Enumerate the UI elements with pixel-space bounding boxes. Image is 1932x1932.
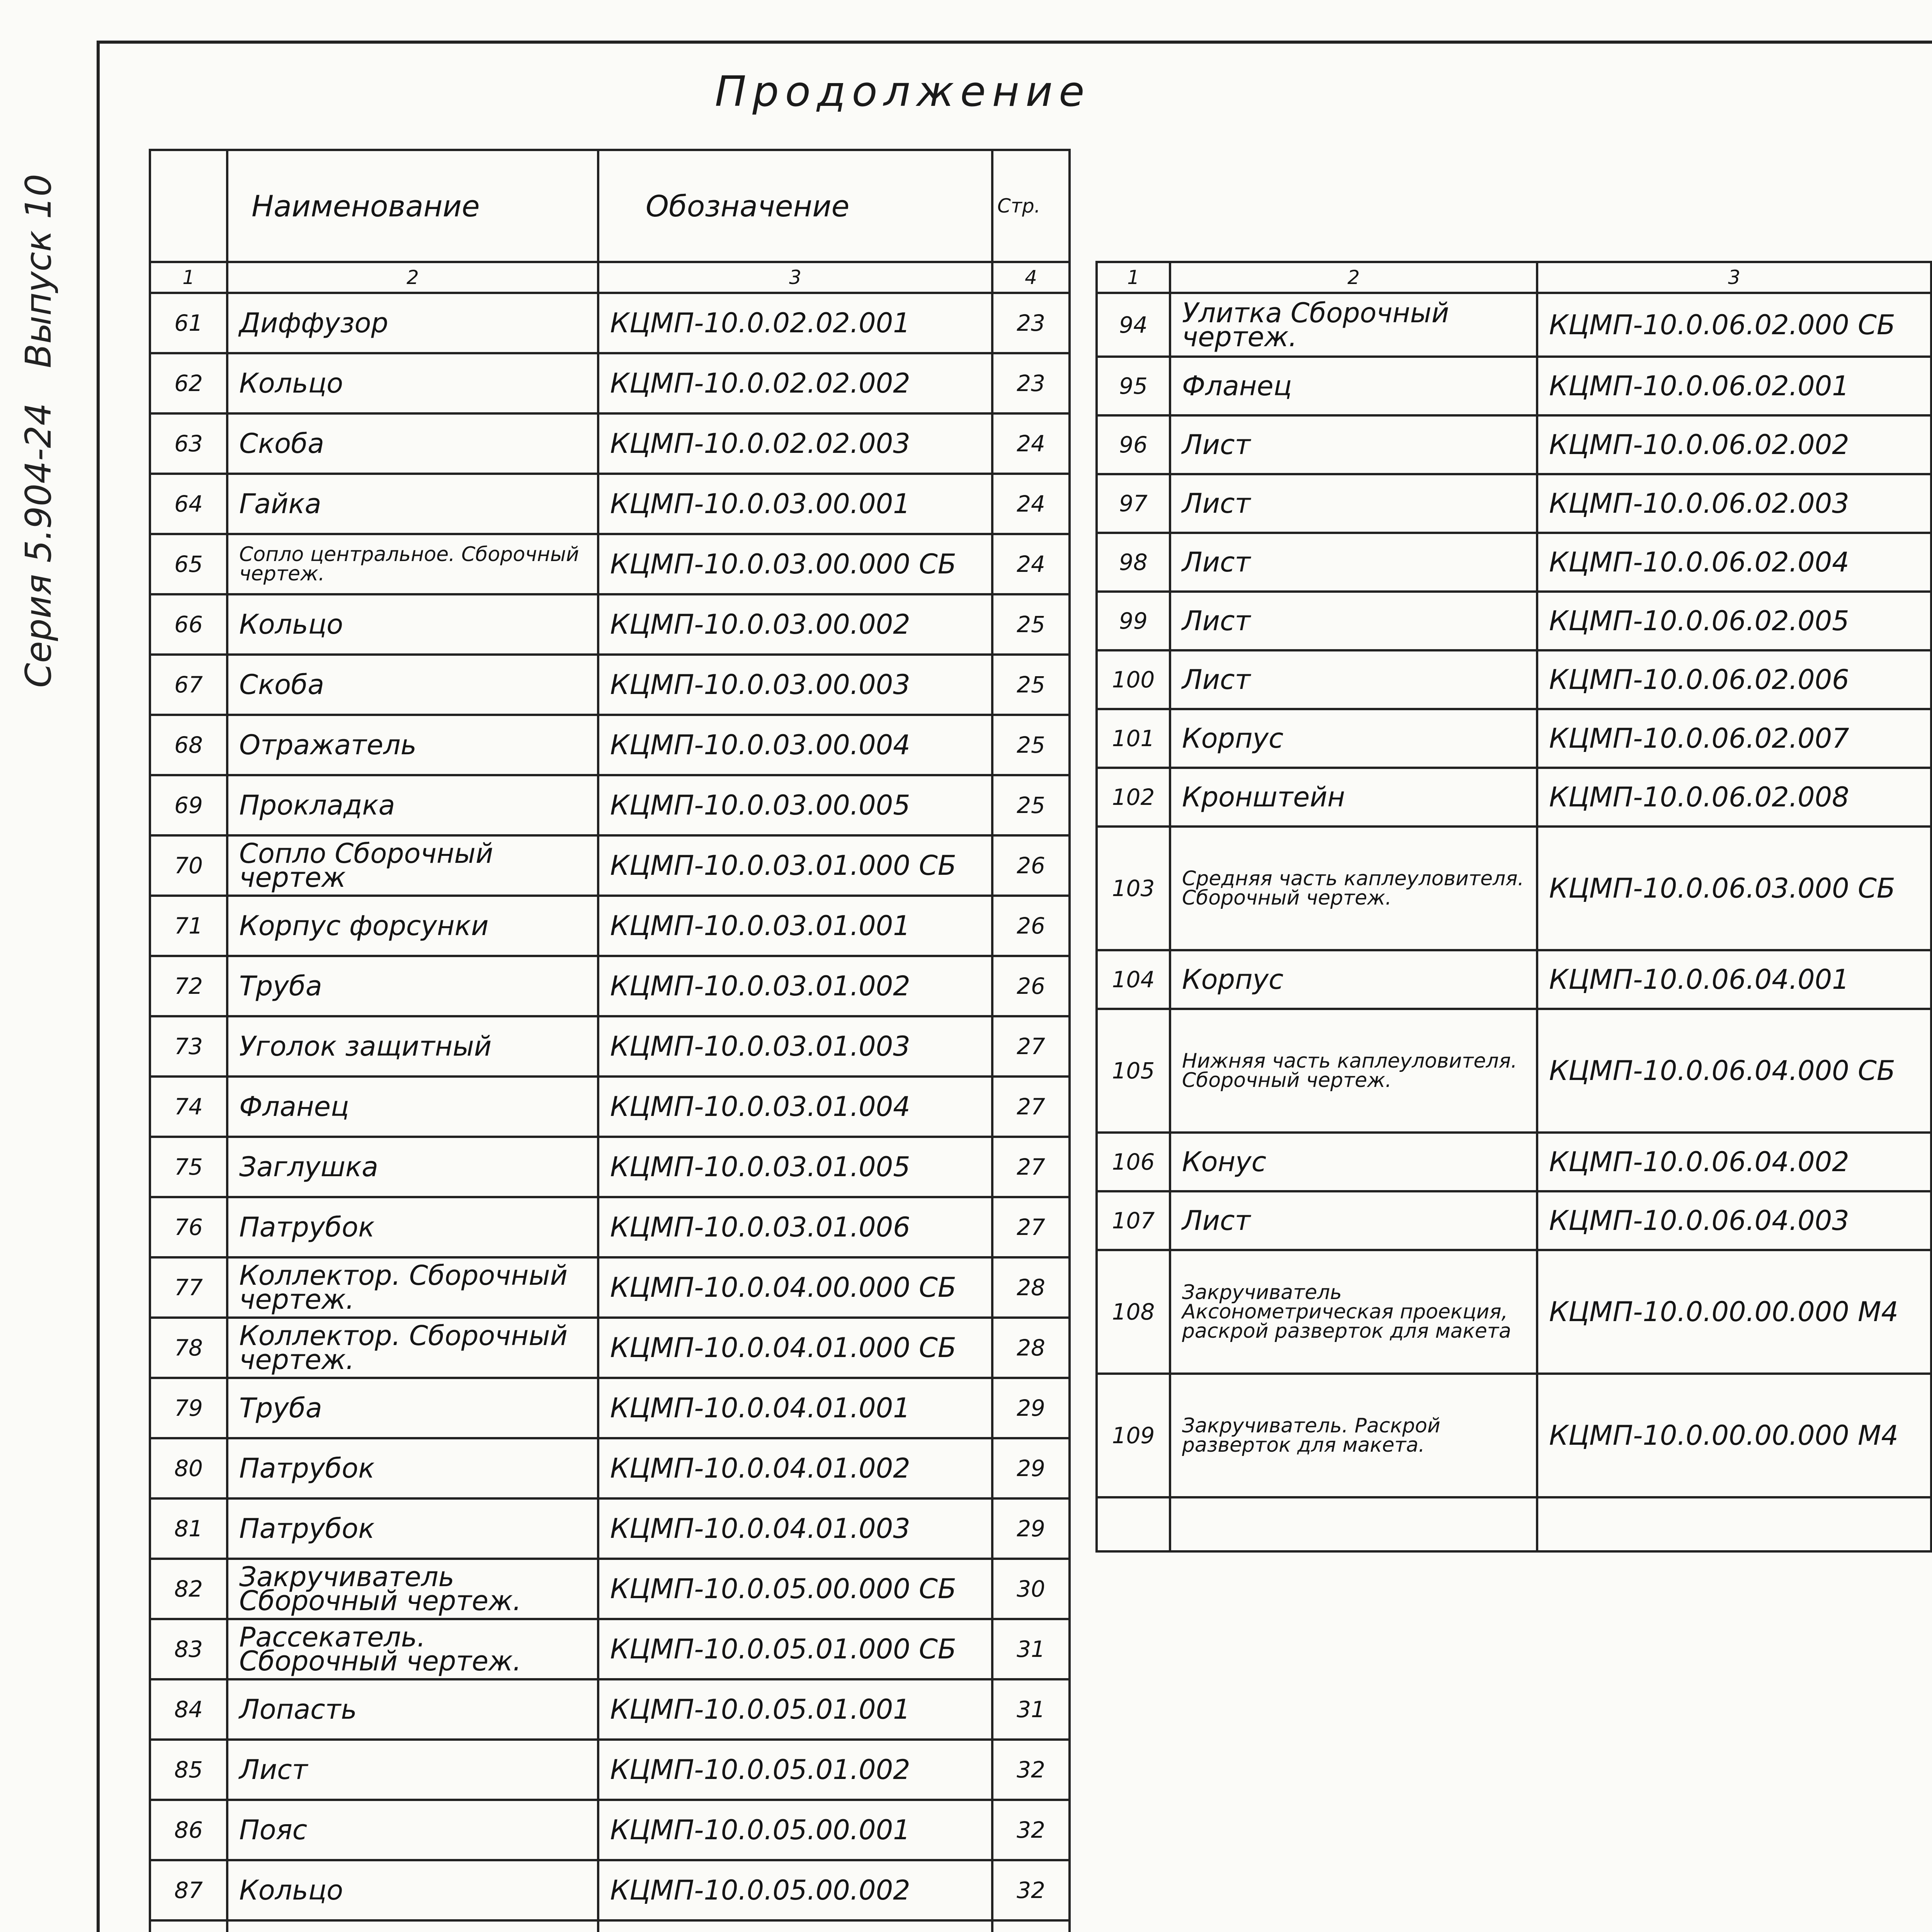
table-row xyxy=(150,413,1070,474)
row-name: Нижняя часть каплеуловителя. Сборочный чертеж. xyxy=(1170,1009,1537,1133)
row-position: 70 xyxy=(150,835,227,896)
row-sheet: 27 xyxy=(992,1137,1070,1197)
table-row xyxy=(150,1498,1070,1559)
row-position: 86 xyxy=(150,1800,227,1860)
row-name: Лист xyxy=(1170,650,1537,709)
row-designation: КЦМП-10.0.06.02.008 xyxy=(1537,768,1931,827)
column-number-row xyxy=(150,262,1070,293)
table-row xyxy=(150,956,1070,1016)
table-row xyxy=(1097,533,1932,592)
row-position: 79 xyxy=(150,1378,227,1438)
row-designation: КЦМП-10.0.05.00.002 xyxy=(598,1860,992,1920)
row-designation: КЦМП-10.0.06.02.001 xyxy=(1537,357,1931,415)
row-position: 63 xyxy=(150,413,227,474)
row-position: 106 xyxy=(1097,1133,1170,1191)
row-name: Кольцо xyxy=(227,594,598,655)
table-row xyxy=(150,1257,1070,1318)
row-sheet: 27 xyxy=(992,1077,1070,1137)
row-designation: КЦМП-10.0.05.01.001 xyxy=(598,1679,992,1740)
row-name: Кольцо xyxy=(227,1860,598,1920)
row-position: 95 xyxy=(1097,357,1170,415)
row-name: Сопло центральное. Сборочный чертеж. xyxy=(227,534,598,594)
row-position: 96 xyxy=(1097,415,1170,474)
row-position: 64 xyxy=(150,474,227,534)
row-designation: КЦМП-10.0.05.01.002 xyxy=(598,1740,992,1800)
table-row xyxy=(150,1619,1070,1679)
table-row xyxy=(150,1920,1070,1932)
row-designation: КЦМП-10.0.02.02.001 xyxy=(598,293,992,353)
table-row xyxy=(150,715,1070,775)
empty-row xyxy=(1097,1497,1932,1551)
row-position: 109 xyxy=(1097,1374,1170,1497)
row-name: Сопло Сборочный чертеж xyxy=(227,835,598,896)
row-sheet: 29 xyxy=(992,1498,1070,1559)
row-position: 85 xyxy=(150,1740,227,1800)
row-designation: КЦМП-10.0.04.01.003 xyxy=(598,1498,992,1559)
row-sheet: 27 xyxy=(992,1197,1070,1257)
row-sheet: 32 xyxy=(992,1740,1070,1800)
table-row xyxy=(150,1378,1070,1438)
table-row xyxy=(1097,1191,1932,1250)
table-row xyxy=(1097,709,1932,768)
row-name: Средняя часть каплеуловителя. Сборочный чертеж. xyxy=(1170,827,1537,950)
table-row xyxy=(1097,474,1932,533)
table-row xyxy=(150,896,1070,956)
row-position xyxy=(150,1920,227,1932)
row-sheet: 28 xyxy=(992,1318,1070,1378)
table-row xyxy=(150,594,1070,655)
table-row xyxy=(1097,1133,1932,1191)
row-designation xyxy=(598,1920,992,1932)
row-name: Скоба xyxy=(227,655,598,715)
row-sheet: 26 xyxy=(992,956,1070,1016)
row-sheet: 27 xyxy=(992,1016,1070,1077)
row-position: 81 xyxy=(150,1498,227,1559)
row-position: 103 xyxy=(1097,827,1170,950)
row-designation: КЦМП-10.0.03.01.006 xyxy=(598,1197,992,1257)
row-name: Кронштейн xyxy=(1170,768,1537,827)
row-position: 72 xyxy=(150,956,227,1016)
row-position: 94 xyxy=(1097,293,1170,357)
table-row xyxy=(1097,650,1932,709)
row-designation: КЦМП-10.0.04.01.000 СБ xyxy=(598,1318,992,1378)
row-sheet: 28 xyxy=(992,1257,1070,1318)
row-name: Патрубок xyxy=(227,1498,598,1559)
row-sheet: 26 xyxy=(992,896,1070,956)
row-designation: КЦМП-10.0.03.01.003 xyxy=(598,1016,992,1077)
row-name: Лист xyxy=(1170,592,1537,650)
row-designation: КЦМП-10.0.05.01.000 СБ xyxy=(598,1619,992,1679)
row-name: Лист xyxy=(1170,533,1537,592)
row-designation: КЦМП-10.0.04.00.000 СБ xyxy=(598,1257,992,1318)
row-name: Корпус xyxy=(1170,950,1537,1009)
col-num-3: 3 xyxy=(1537,262,1931,293)
page-title: Продолжение xyxy=(715,68,1091,116)
row-position: 108 xyxy=(1097,1250,1170,1374)
table-row xyxy=(1097,1009,1932,1133)
table-row xyxy=(1097,950,1932,1009)
table-row xyxy=(150,1016,1070,1077)
table-row xyxy=(150,1318,1070,1378)
row-designation: КЦМП-10.0.03.00.005 xyxy=(598,775,992,835)
row-name: Уголок защитный xyxy=(227,1016,598,1077)
table-row xyxy=(150,474,1070,534)
row-position: 101 xyxy=(1097,709,1170,768)
header-pos xyxy=(150,150,227,262)
spec-table-right-body xyxy=(1097,293,1932,1551)
row-position: 61 xyxy=(150,293,227,353)
header-name: Наименование xyxy=(227,150,598,262)
table-row xyxy=(150,1077,1070,1137)
table-row xyxy=(150,1137,1070,1197)
row-designation: КЦМП-10.0.03.00.004 xyxy=(598,715,992,775)
row-position: 98 xyxy=(1097,533,1170,592)
table-row xyxy=(1097,1250,1932,1374)
row-name: Фланец xyxy=(1170,357,1537,415)
spec-table-right xyxy=(1095,261,1932,1553)
row-sheet: 31 xyxy=(992,1619,1070,1679)
row-designation: КЦМП-10.0.06.02.002 xyxy=(1537,415,1931,474)
table-row xyxy=(150,1800,1070,1860)
row-position: 100 xyxy=(1097,650,1170,709)
row-designation: КЦМП-10.0.05.00.000 СБ xyxy=(598,1559,992,1619)
header-sheet: Стр. xyxy=(992,150,1070,262)
row-designation: КЦМП-10.0.06.02.003 xyxy=(1537,474,1931,533)
row-position: 83 xyxy=(150,1619,227,1679)
row-name: Фланец xyxy=(227,1077,598,1137)
empty-cell xyxy=(1097,1497,1170,1551)
empty-cell xyxy=(1170,1497,1537,1551)
row-designation: КЦМП-10.0.05.00.001 xyxy=(598,1800,992,1860)
table-row xyxy=(1097,415,1932,474)
row-designation: КЦМП-10.0.02.02.003 xyxy=(598,413,992,474)
row-designation: КЦМП-10.0.04.01.001 xyxy=(598,1378,992,1438)
row-designation: КЦМП-10.0.06.04.001 xyxy=(1537,950,1931,1009)
row-designation: КЦМП-10.0.06.02.006 xyxy=(1537,650,1931,709)
row-sheet xyxy=(992,1920,1070,1932)
row-name: Закручиватель. Раскрой разверток для макета. xyxy=(1170,1374,1537,1497)
row-designation: КЦМП-10.0.02.02.002 xyxy=(598,353,992,413)
row-sheet: 32 xyxy=(992,1800,1070,1860)
table-row xyxy=(1097,357,1932,415)
table-row xyxy=(150,1679,1070,1740)
row-designation: КЦМП-10.0.03.00.003 xyxy=(598,655,992,715)
row-name: Коллектор. Сборочный чертеж. xyxy=(227,1318,598,1378)
empty-cell xyxy=(1537,1497,1931,1551)
row-name: Рассекатель. Сборочный чертеж. xyxy=(227,1619,598,1679)
row-sheet: 24 xyxy=(992,413,1070,474)
row-sheet: 26 xyxy=(992,835,1070,896)
row-name: Лист xyxy=(1170,474,1537,533)
row-sheet: 24 xyxy=(992,534,1070,594)
row-name: Труба xyxy=(227,1378,598,1438)
row-sheet: 25 xyxy=(992,715,1070,775)
col-num-1: 1 xyxy=(150,262,227,293)
row-sheet: 30 xyxy=(992,1559,1070,1619)
table-row xyxy=(150,1438,1070,1498)
row-name: Закручиватель Сборочный чертеж. xyxy=(227,1559,598,1619)
row-name: Гайка xyxy=(227,474,598,534)
row-position: 77 xyxy=(150,1257,227,1318)
row-sheet: 23 xyxy=(992,293,1070,353)
table-row xyxy=(1097,293,1932,357)
col-num-1: 1 xyxy=(1097,262,1170,293)
row-position: 104 xyxy=(1097,950,1170,1009)
table-row xyxy=(150,655,1070,715)
row-designation: КЦМП-10.0.03.00.001 xyxy=(598,474,992,534)
table-row xyxy=(150,1740,1070,1800)
series-label: Серия 5.904-24 xyxy=(18,403,59,688)
table-row xyxy=(150,835,1070,896)
row-sheet: 25 xyxy=(992,655,1070,715)
row-name: Патрубок xyxy=(227,1438,598,1498)
row-position: 76 xyxy=(150,1197,227,1257)
row-name: Лист xyxy=(1170,1191,1537,1250)
row-name: Конус xyxy=(1170,1133,1537,1191)
row-name: Улитка Сборочный чертеж. xyxy=(1170,293,1537,357)
row-designation: КЦМП-10.0.06.02.005 xyxy=(1537,592,1931,650)
row-name: Закручиватель Аксонометрическая проекция, раскрой разверток для макета xyxy=(1170,1250,1537,1374)
row-name: Патрубок xyxy=(227,1197,598,1257)
table-row xyxy=(150,1559,1070,1619)
side-margin-label xyxy=(12,147,66,688)
table-row xyxy=(150,1860,1070,1920)
row-name: Кольцо xyxy=(227,353,598,413)
row-designation: КЦМП-10.0.03.01.005 xyxy=(598,1137,992,1197)
row-name: Труба xyxy=(227,956,598,1016)
row-designation: КЦМП-10.0.03.01.002 xyxy=(598,956,992,1016)
row-designation: КЦМП-10.0.00.00.000 М4 xyxy=(1537,1374,1931,1497)
table-row xyxy=(150,353,1070,413)
row-sheet: 24 xyxy=(992,474,1070,534)
row-sheet: 29 xyxy=(992,1378,1070,1438)
row-sheet: 25 xyxy=(992,775,1070,835)
row-sheet: 31 xyxy=(992,1679,1070,1740)
row-sheet: 29 xyxy=(992,1438,1070,1498)
row-name: Лист xyxy=(1170,415,1537,474)
col-num-2: 2 xyxy=(227,262,598,293)
row-designation: КЦМП-10.0.06.04.002 xyxy=(1537,1133,1931,1191)
row-position: 87 xyxy=(150,1860,227,1920)
row-designation: КЦМП-10.0.06.02.000 СБ xyxy=(1537,293,1931,357)
table-row xyxy=(150,293,1070,353)
row-name: Скоба xyxy=(227,413,598,474)
row-designation: КЦМП-10.0.06.02.007 xyxy=(1537,709,1931,768)
table-row xyxy=(1097,768,1932,827)
row-position: 78 xyxy=(150,1318,227,1378)
col-num-2: 2 xyxy=(1170,262,1537,293)
row-name: Корпус форсунки xyxy=(227,896,598,956)
row-position: 62 xyxy=(150,353,227,413)
row-designation: КЦМП-10.0.06.03.000 СБ xyxy=(1537,827,1931,950)
row-position: 66 xyxy=(150,594,227,655)
row-position: 75 xyxy=(150,1137,227,1197)
row-designation: КЦМП-10.0.06.02.004 xyxy=(1537,533,1931,592)
row-position: 71 xyxy=(150,896,227,956)
row-name: Диффузор xyxy=(227,293,598,353)
row-position: 105 xyxy=(1097,1009,1170,1133)
table-row xyxy=(150,775,1070,835)
row-name: Лист xyxy=(227,1740,598,1800)
row-position: 102 xyxy=(1097,768,1170,827)
row-name: Лопасть xyxy=(227,1679,598,1740)
table-row xyxy=(1097,592,1932,650)
row-position: 67 xyxy=(150,655,227,715)
row-designation: КЦМП-10.0.03.01.001 xyxy=(598,896,992,956)
row-position: 82 xyxy=(150,1559,227,1619)
row-position: 107 xyxy=(1097,1191,1170,1250)
row-position: 84 xyxy=(150,1679,227,1740)
column-number-row xyxy=(1097,262,1932,293)
row-position: 73 xyxy=(150,1016,227,1077)
row-name xyxy=(227,1920,598,1932)
row-position: 65 xyxy=(150,534,227,594)
table-row xyxy=(150,1197,1070,1257)
spec-table-left-body xyxy=(150,293,1070,1932)
row-name: Пояс xyxy=(227,1800,598,1860)
header-code: Обозначение xyxy=(598,150,992,262)
table-row xyxy=(1097,827,1932,950)
row-designation: КЦМП-10.0.03.00.000 СБ xyxy=(598,534,992,594)
row-designation: КЦМП-10.0.03.01.000 СБ xyxy=(598,835,992,896)
row-position: 74 xyxy=(150,1077,227,1137)
row-designation: КЦМП-10.0.06.04.003 xyxy=(1537,1191,1931,1250)
row-designation: КЦМП-10.0.06.04.000 СБ xyxy=(1537,1009,1931,1133)
row-name: Заглушка xyxy=(227,1137,598,1197)
row-sheet: 25 xyxy=(992,594,1070,655)
spec-table-left xyxy=(149,149,1071,1932)
table-row xyxy=(150,534,1070,594)
row-position: 97 xyxy=(1097,474,1170,533)
col-num-4: 4 xyxy=(992,262,1070,293)
row-sheet: 23 xyxy=(992,353,1070,413)
row-position: 68 xyxy=(150,715,227,775)
row-position: 99 xyxy=(1097,592,1170,650)
row-name: Коллектор. Сборочный чертеж. xyxy=(227,1257,598,1318)
row-name: Прокладка xyxy=(227,775,598,835)
row-name: Корпус xyxy=(1170,709,1537,768)
row-designation: КЦМП-10.0.03.00.002 xyxy=(598,594,992,655)
row-designation: КЦМП-10.0.04.01.002 xyxy=(598,1438,992,1498)
issue-label: Выпуск 10 xyxy=(18,173,59,368)
row-position: 80 xyxy=(150,1438,227,1498)
row-designation: КЦМП-10.0.03.01.004 xyxy=(598,1077,992,1137)
col-num-3: 3 xyxy=(598,262,992,293)
row-designation: КЦМП-10.0.00.00.000 М4 xyxy=(1537,1250,1931,1374)
table-row xyxy=(1097,1374,1932,1497)
table-header-row xyxy=(150,150,1070,262)
row-position: 69 xyxy=(150,775,227,835)
row-name: Отражатель xyxy=(227,715,598,775)
row-sheet: 32 xyxy=(992,1860,1070,1920)
